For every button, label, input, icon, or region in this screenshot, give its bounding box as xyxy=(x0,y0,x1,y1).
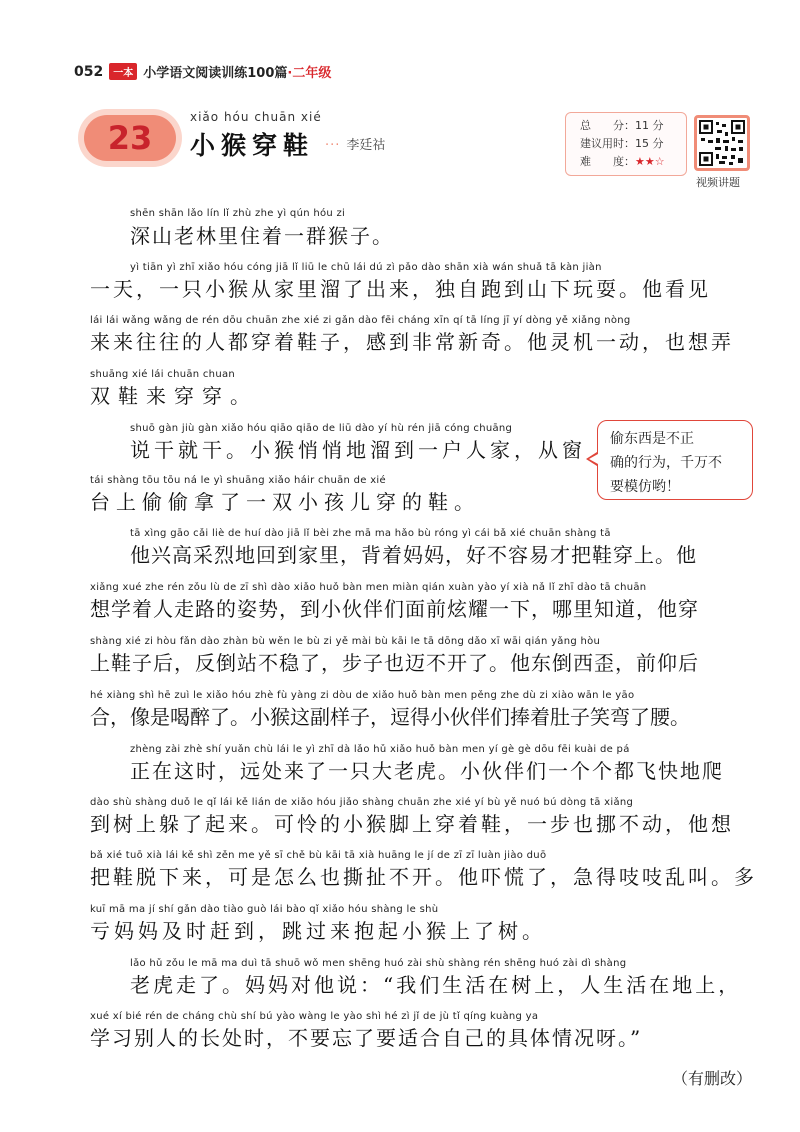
hanzi: 把鞋脱下来，可是怎么也撕扯不开。他吓慌了，急得吱吱乱叫。多 xyxy=(90,865,757,889)
pinyin: zhèng zài zhè shí yuǎn chù lái le yì zhī dà lǎo hǔ xiǎo huǒ bàn men yí gè gè dōu fēi kuài de pá xyxy=(130,744,630,755)
hanzi: 一天，一只小猴从家里溜了出来，独自跑到山下玩耍。他看见 xyxy=(90,277,711,301)
pinyin: lǎo hǔ zǒu le mā ma duì tā shuō wǒ men shēng huó zài shù shàng rén shēng huó zài dì shàng xyxy=(130,958,627,969)
page-header xyxy=(74,62,331,81)
lesson-title: 小猴穿鞋 xyxy=(190,131,315,160)
source-note: （有删改） xyxy=(672,1069,753,1088)
pinyin: hé xiàng shì hē zuì le xiǎo hóu zhè fù yàng zi dòu de xiǎo huǒ bàn men pěng zhe dù zi xiào wān le yāo xyxy=(90,690,635,701)
hanzi: 说干就干。小猴悄悄地溜到一户人家，从窗 xyxy=(130,438,586,462)
hanzi: 老虎走了。妈妈对他说：“我们生活在树上，人生活在地上， xyxy=(130,973,742,997)
hanzi: 双鞋来穿穿。 xyxy=(90,384,258,408)
pinyin: yì tiān yì zhī xiǎo hóu cóng jiā lǐ liū le chū lái dú zì pǎo dào shān xià wán shuǎ tā kàn jiàn xyxy=(130,262,602,273)
hanzi: 来来往往的人都穿着鞋子，感到非常新奇。他灵机一动，也想弄 xyxy=(90,330,734,354)
hanzi: 学习别人的长处时，不要忘了要适合自己的具体情况呀。” xyxy=(90,1026,643,1050)
pinyin: shuō gàn jiù gàn xiǎo hóu qiāo qiāo de liū dào yí hù rén jiā cóng chuāng xyxy=(130,423,513,434)
pinyin: xué xí bié rén de cháng chù shí bú yào wàng le yào shì hé zì jǐ de jù tǐ qíng kuàng ya xyxy=(90,1011,539,1022)
title-pinyin: xiǎo hóu chuān xié xyxy=(190,110,322,124)
hanzi: 他兴高采烈地回到家里，背着妈妈，好不容易才把鞋穿上。他 xyxy=(130,543,697,567)
hanzi: 到树上躲了起来。可怜的小猴脚上穿着鞋，一步也挪不动，他想 xyxy=(90,812,734,836)
hanzi: 台上偷偷拿了一双小孩儿穿的鞋。 xyxy=(90,490,480,514)
hanzi: 亏妈妈及时赶到，跳过来抱起小猴上了树。 xyxy=(90,919,546,943)
hanzi: 深山老林里住着一群猴子。 xyxy=(130,224,394,248)
brand-logo: 一本 xyxy=(109,63,137,80)
pinyin: tā xìng gāo cǎi liè de huí dào jiā lǐ bèi zhe mā ma hǎo bù róng yì cái bǎ xié chuān shàng tā xyxy=(130,528,611,539)
pinyin: bǎ xié tuō xià lái kě shì zěn me yě sī chě bù kāi tā xià huāng le jí de zī zī luàn jiào duō xyxy=(90,850,547,861)
pinyin: xiǎng xué zhe rén zǒu lù de zī shì dào xiǎo huǒ bàn men miàn qián xuàn yào yí xià nǎ lǐ zhī dào tā chuān xyxy=(90,582,647,593)
note-text: 偷东西是不正 确的行为，千万不 要模仿哟！ xyxy=(610,431,722,495)
pinyin: lái lái wǎng wǎng de rén dōu chuān zhe xié zi gǎn dào fēi cháng xīn qí tā líng jī yí dòng yě xiǎng nòng xyxy=(90,315,631,326)
hanzi: 正在这时，远处来了一只大老虎。小伙伴们一个个都飞快地爬 xyxy=(130,759,724,783)
pinyin: shàng xié zi hòu fǎn dào zhàn bù wěn le bù zi yě mài bù kāi le tā dōng dǎo xī wāi qián yǎng hòu xyxy=(90,636,601,647)
difficulty: 难 度：★★☆ xyxy=(580,155,665,168)
qr-label: 视频讲题 xyxy=(696,176,740,189)
pinyin: tái shàng tōu tōu ná le yì shuāng xiǎo háir chuān de xié xyxy=(90,475,386,486)
pinyin: shuāng xié lái chuān chuan xyxy=(90,369,236,380)
hanzi: 上鞋子后，反倒站不稳了，步子也迈不开了。他东倒西歪，前仰后 xyxy=(90,651,699,675)
series-title: 小学语文阅读训练100篇·二年级 xyxy=(143,66,332,81)
difficulty-stars-icon: ★★☆ xyxy=(635,155,665,168)
pinyin: kuī mā ma jí shí gǎn dào tiào guò lái bào qǐ xiǎo hóu shàng le shù xyxy=(90,904,439,915)
author: ··· 李廷祜 xyxy=(325,138,386,153)
page-number: 052 xyxy=(74,63,104,80)
lesson-number-badge: 23 xyxy=(84,115,176,161)
qr-code-icon[interactable] xyxy=(694,115,750,171)
pinyin: shēn shān lǎo lín lǐ zhù zhe yì qún hóu zi xyxy=(130,208,346,219)
hanzi: 合，像是喝醉了。小猴这副样子，逗得小伙伴们捧着肚子笑弯了腰。 xyxy=(90,705,690,729)
suggested-time: 建议用时：15 分 xyxy=(580,137,664,150)
note-bubble xyxy=(597,420,753,500)
total-score: 总 分：11 分 xyxy=(580,119,664,132)
info-box xyxy=(565,112,687,176)
pinyin: dào shù shàng duǒ le qǐ lái kě lián de xiǎo hóu jiǎo shàng chuān zhe xié yí bù yě nuó bú dòng tā xiǎng xyxy=(90,797,634,808)
hanzi: 想学着人走路的姿势，到小伙伴们面前炫耀一下，哪里知道，他穿 xyxy=(90,597,699,621)
